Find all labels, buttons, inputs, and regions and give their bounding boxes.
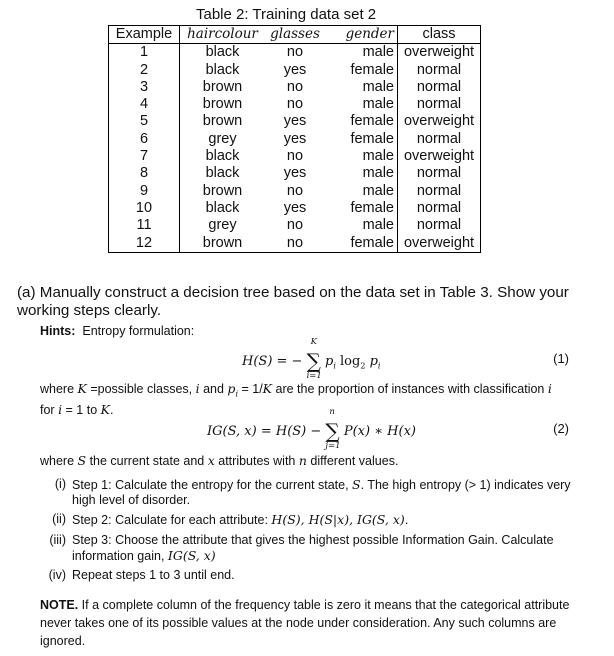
question-label: (a) — [17, 284, 36, 301]
hints-label: Hints: — [40, 324, 76, 338]
table-cell: black — [205, 44, 240, 61]
table-cell: male — [362, 182, 394, 199]
table-cell: black — [205, 165, 240, 182]
table-row — [109, 183, 481, 200]
table-cell: yes — [283, 165, 307, 182]
equation-number-1: (1) — [553, 351, 569, 366]
training-data-table — [108, 25, 481, 253]
table-row — [109, 200, 481, 217]
table-cell: overweight — [398, 113, 481, 130]
steps-list — [40, 477, 576, 587]
table-cell: male — [362, 148, 394, 165]
table-cell: female — [350, 113, 394, 130]
entropy-equation: H(S) = − ∑ K i=1 $p_i$ $\log_2 p_i$ — [242, 337, 381, 381]
table-cell: brown — [202, 113, 243, 130]
information-gain-equation: IG(S, x) = H(S) − ∑ n j=1 P(x) ∗ H(x) — [207, 407, 416, 451]
header-gender: gender — [325, 26, 398, 44]
list-item: (iii) Step 3: Choose the attribute that gives the highest possible Information Gain. Calculate information gain, IG(S, x) — [49, 532, 554, 563]
table-cell: no — [286, 217, 304, 234]
note-label: NOTE. — [40, 598, 79, 612]
table-cell: overweight — [398, 148, 481, 165]
table-cell: no — [265, 235, 325, 253]
table-cell: normal — [398, 62, 481, 79]
table-row — [109, 148, 481, 165]
table-cell: yes — [283, 113, 307, 130]
table-cell: brown — [202, 96, 243, 113]
table-cell: 2 — [109, 62, 180, 79]
table-cell: no — [286, 44, 304, 61]
header-glasses: glasses — [265, 26, 325, 44]
table-cell: grey — [208, 130, 237, 147]
table-cell: 1 — [109, 44, 180, 62]
table-cell: 4 — [109, 96, 180, 113]
table-row — [109, 44, 481, 62]
equation-number-2: (2) — [553, 421, 569, 436]
list-item: (iv) Repeat steps 1 to 3 until end. — [48, 568, 235, 583]
table-cell: no — [286, 182, 304, 199]
note-text: If a complete column of the frequency table is zero it means that the categorical attribute never takes one of its possible values at the node under consideration. Any such columns are ignored. — [40, 598, 570, 648]
table-cell: 5 — [109, 113, 180, 130]
table-cell: 6 — [109, 131, 180, 148]
table-cell: male — [362, 96, 394, 113]
table-header-row — [109, 26, 481, 44]
note-paragraph — [40, 596, 575, 650]
table-cell: yes — [283, 130, 307, 147]
sum-symbol: ∑ n j=1 — [325, 407, 341, 451]
table-body — [109, 44, 481, 253]
question-a — [17, 284, 577, 319]
sum-symbol: ∑ K i=1 — [306, 337, 322, 381]
hints — [40, 324, 194, 338]
table-cell: yes — [283, 61, 307, 78]
table-row — [109, 113, 481, 130]
table-cell: overweight — [398, 235, 481, 253]
table-cell: brown — [202, 78, 243, 95]
table-row — [109, 96, 481, 113]
table-cell: normal — [398, 79, 481, 96]
table-cell: male — [362, 78, 394, 95]
table-cell: female — [325, 235, 398, 253]
table-cell: 10 — [109, 200, 180, 217]
question-text: Manually construct a decision tree based on the data set in Table 3. Show your working steps clearly. — [17, 284, 569, 319]
table-cell: female — [350, 199, 394, 216]
table-cell: normal — [398, 165, 481, 182]
table-cell: black — [205, 199, 240, 216]
table-cell: normal — [398, 200, 481, 217]
table-cell: male — [362, 217, 394, 234]
table-cell: 12 — [109, 235, 180, 253]
table-cell: female — [350, 130, 394, 147]
table-cell: male — [362, 44, 394, 61]
header-class: class — [398, 26, 481, 44]
table-cell: 9 — [109, 183, 180, 200]
table-cell: overweight — [398, 44, 481, 62]
table-row — [109, 217, 481, 234]
table-cell: brown — [202, 182, 243, 199]
table-row — [109, 165, 481, 182]
table-cell: 3 — [109, 79, 180, 96]
header-haircolour: haircolour — [180, 26, 266, 44]
table-cell: 8 — [109, 165, 180, 182]
table-cell: black — [205, 61, 240, 78]
table-cell: male — [362, 165, 394, 182]
where-state-paragraph: where S the current state and x attributes with n different values. — [40, 453, 399, 468]
table-cell: no — [286, 78, 304, 95]
table-cell: normal — [398, 217, 481, 234]
table-row — [109, 235, 481, 253]
table-cell: black — [205, 148, 240, 165]
table-cell: female — [350, 61, 394, 78]
table-cell: grey — [208, 217, 237, 234]
table-cell: yes — [283, 199, 307, 216]
where-classes-paragraph: where K =possible classes, i and $p_i = 1/K$ are the proportion of instances with classification i for i = 1 to K. — [40, 381, 552, 417]
table-cell: no — [286, 148, 304, 165]
table-cell: normal — [398, 183, 481, 200]
table-row — [109, 79, 481, 96]
table-cell: no — [286, 96, 304, 113]
table-cell: 11 — [109, 217, 180, 234]
table-cell: normal — [398, 96, 481, 113]
header-example: Example — [109, 26, 180, 44]
list-item: (ii) Step 2: Calculate for each attribute: H(S), H(S|x), IG(S, x). — [52, 512, 409, 528]
table-row — [109, 131, 481, 148]
table-cell: brown — [180, 235, 266, 253]
table-caption: Table 2: Training data set 2 — [196, 6, 377, 23]
table-cell: 7 — [109, 148, 180, 165]
hints-text: Entropy formulation: — [82, 324, 195, 338]
list-item: (i) Step 1: Calculate the entropy for the current state, S. The high entropy (> 1) indicates very high level of disorder. — [54, 477, 571, 508]
table-row — [109, 62, 481, 79]
table-cell: normal — [398, 131, 481, 148]
